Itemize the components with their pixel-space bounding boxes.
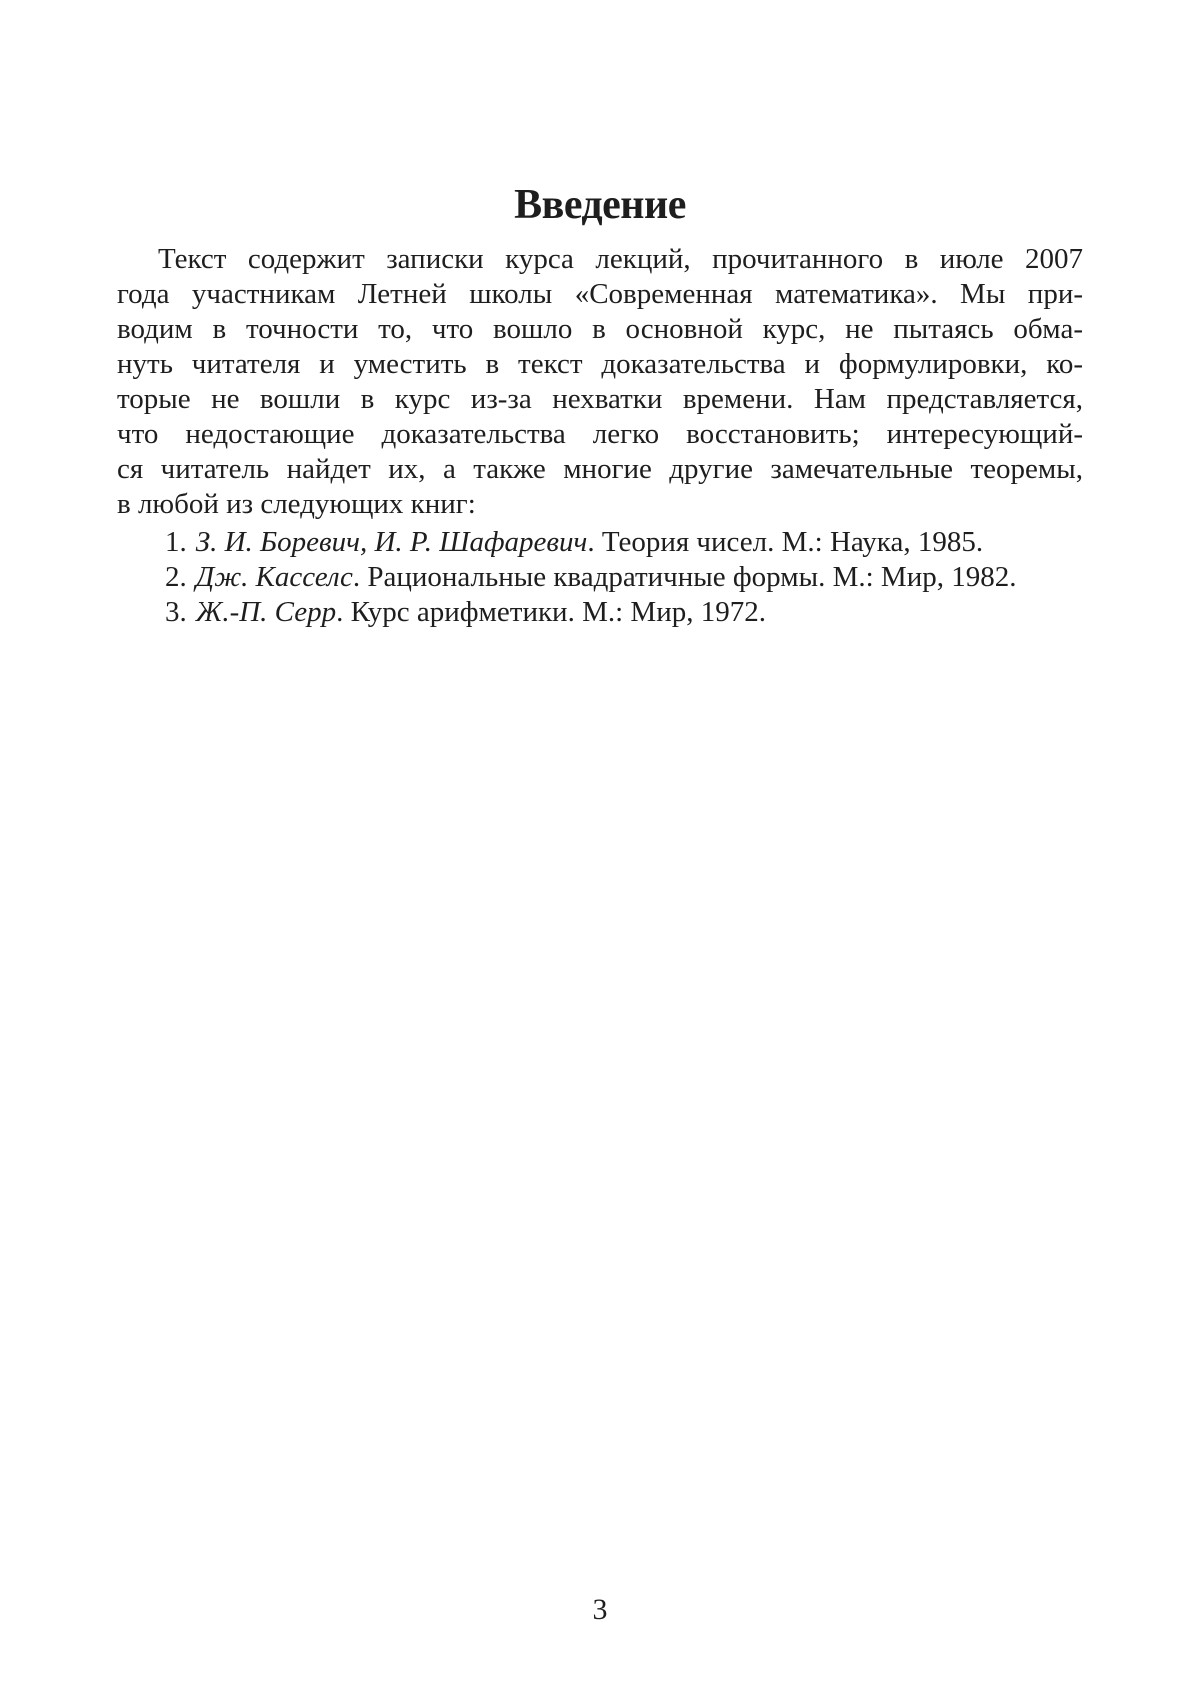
reference-authors: З. И. Боревич, И. Р. Шафаревич	[195, 526, 588, 558]
reference-number: 3.	[165, 596, 187, 628]
paragraph-line: торые не вошли в курс из-за нехватки времени. Нам представляется,	[117, 383, 1083, 415]
paragraph-line: в любой из следующих книг:	[117, 488, 476, 520]
paragraph-line: Текст содержит записки курса лекций, прочитанного в июле 2007	[158, 243, 1083, 275]
reference-details: . Курс арифметики. М.: Мир, 1972.	[336, 596, 766, 628]
reference-item	[117, 560, 1083, 595]
reference-details: . Теория чисел. М.: Наука, 1985.	[587, 526, 984, 558]
reference-authors: Ж.-П. Серр	[195, 596, 337, 628]
paragraph-line: года участникам Летней школы «Современная математика». Мы при-	[117, 278, 1083, 310]
paragraph-line: что недостающие доказательства легко восстановить; интересующий-	[117, 418, 1083, 450]
reference-list	[117, 525, 1083, 630]
intro-section	[117, 242, 1083, 630]
reference-item	[117, 525, 1083, 560]
paragraph-line: ся читатель найдет их, а также многие другие замечательные теоремы,	[117, 453, 1083, 485]
reference-item	[117, 595, 1083, 630]
paragraph-line: водим в точности то, что вошло в основной курс, не пытаясь обма-	[117, 313, 1083, 345]
page-number: 3	[592, 1593, 608, 1626]
page-title: Введение	[514, 182, 686, 228]
reference-details: . Рациональные квадратичные формы. М.: Мир, 1982.	[352, 561, 1017, 593]
paragraph-line: нуть читателя и уместить в текст доказательства и формулировки, ко-	[117, 348, 1083, 380]
reference-number: 1.	[165, 526, 187, 558]
reference-authors: Дж. Касселс	[195, 561, 353, 593]
reference-number: 2.	[165, 561, 187, 593]
